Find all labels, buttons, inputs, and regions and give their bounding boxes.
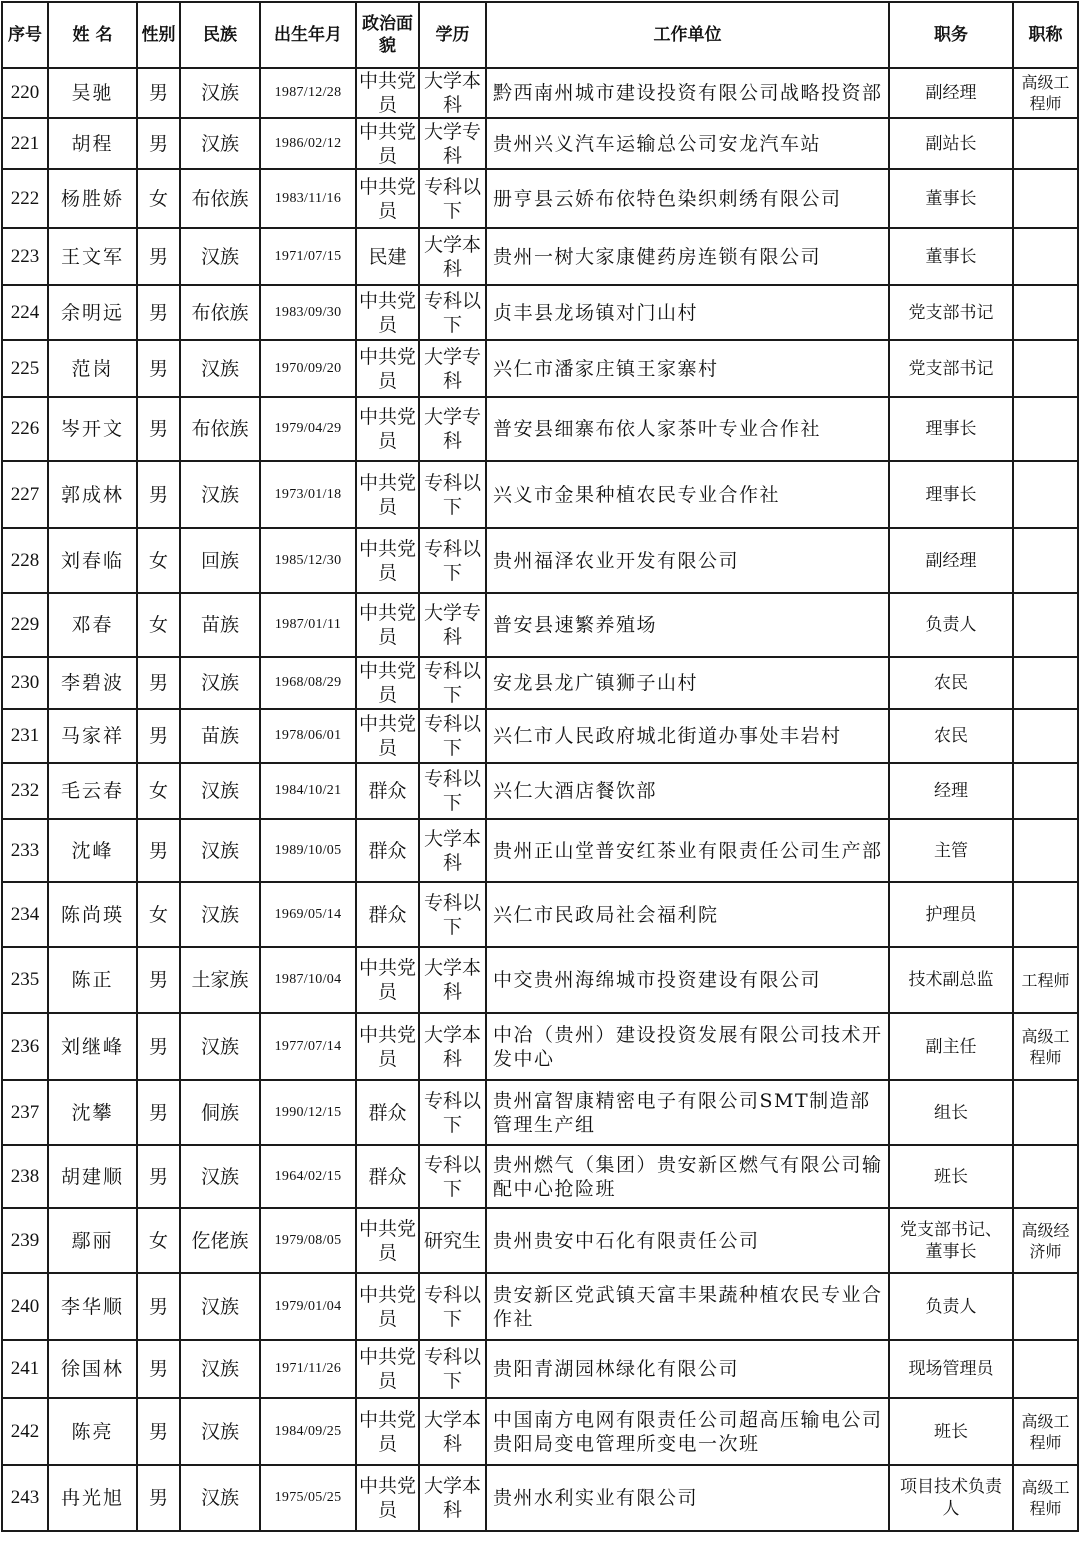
cell-political: 民建: [356, 228, 419, 285]
cell-title: 高级经济师: [1013, 1208, 1078, 1273]
cell-position: 班长: [889, 1145, 1013, 1208]
cell-title: [1013, 593, 1078, 657]
cell-ethnicity: 汉族: [180, 819, 260, 882]
cell-education: 大学本科: [419, 228, 486, 285]
cell-position: 董事长: [889, 169, 1013, 228]
cell-no: 222: [2, 169, 48, 228]
cell-birth: 1969/05/14: [260, 882, 356, 947]
cell-gender: 男: [137, 340, 180, 397]
cell-birth: 1990/12/15: [260, 1080, 356, 1145]
cell-birth: 1979/01/04: [260, 1273, 356, 1340]
cell-position: 党支部书记: [889, 340, 1013, 397]
cell-unit: 贵安新区党武镇天富丰果蔬种植农民专业合作社: [486, 1273, 889, 1340]
cell-political: 中共党员: [356, 397, 419, 461]
cell-name: 邓春: [48, 593, 137, 657]
cell-education: 大学本科: [419, 1013, 486, 1080]
cell-no: 241: [2, 1340, 48, 1398]
table-row: [2, 1013, 1078, 1080]
cell-position: 党支部书记: [889, 285, 1013, 340]
cell-position: 副站长: [889, 118, 1013, 169]
cell-education: 大学本科: [419, 819, 486, 882]
cell-no: 225: [2, 340, 48, 397]
cell-title: 高级工程师: [1013, 68, 1078, 118]
cell-title: [1013, 285, 1078, 340]
cell-birth: 1987/12/28: [260, 68, 356, 118]
cell-no: 229: [2, 593, 48, 657]
cell-education: 专科以下: [419, 461, 486, 528]
table-row: [2, 68, 1078, 118]
cell-unit: 普安县速繁养殖场: [486, 593, 889, 657]
cell-title: [1013, 340, 1078, 397]
cell-title: [1013, 819, 1078, 882]
cell-gender: 男: [137, 819, 180, 882]
cell-unit: 中冶（贵州）建设投资发展有限公司技术开发中心: [486, 1013, 889, 1080]
cell-gender: 男: [137, 461, 180, 528]
cell-political: 群众: [356, 1080, 419, 1145]
cell-ethnicity: 汉族: [180, 1465, 260, 1531]
cell-title: [1013, 528, 1078, 593]
cell-no: 227: [2, 461, 48, 528]
cell-ethnicity: 布依族: [180, 285, 260, 340]
cell-gender: 男: [137, 68, 180, 118]
cell-no: 226: [2, 397, 48, 461]
cell-gender: 男: [137, 1080, 180, 1145]
cell-education: 专科以下: [419, 285, 486, 340]
cell-birth: 1984/10/21: [260, 763, 356, 819]
cell-name: 范岗: [48, 340, 137, 397]
cell-education: 研究生: [419, 1208, 486, 1273]
cell-title: 高级工程师: [1013, 1465, 1078, 1531]
table-row: [2, 1273, 1078, 1340]
table-row: [2, 657, 1078, 709]
table-row: [2, 228, 1078, 285]
table-row: [2, 882, 1078, 947]
cell-no: 230: [2, 657, 48, 709]
cell-position: 负责人: [889, 1273, 1013, 1340]
cell-political: 中共党员: [356, 340, 419, 397]
cell-name: 陈亮: [48, 1398, 137, 1465]
cell-gender: 男: [137, 1145, 180, 1208]
cell-birth: 1983/09/30: [260, 285, 356, 340]
cell-unit: 兴仁市潘家庄镇王家寨村: [486, 340, 889, 397]
cell-no: 220: [2, 68, 48, 118]
cell-unit: 贵州兴义汽车运输总公司安龙汽车站: [486, 118, 889, 169]
roster-table: [1, 1, 1079, 1532]
cell-title: [1013, 1080, 1078, 1145]
table-row: [2, 1080, 1078, 1145]
cell-unit: 兴仁市人民政府城北街道办事处丰岩村: [486, 709, 889, 763]
cell-education: 专科以下: [419, 709, 486, 763]
cell-birth: 1989/10/05: [260, 819, 356, 882]
cell-education: 专科以下: [419, 1145, 486, 1208]
cell-political: 中共党员: [356, 709, 419, 763]
cell-no: 234: [2, 882, 48, 947]
table-row: [2, 947, 1078, 1013]
cell-education: 专科以下: [419, 882, 486, 947]
cell-gender: 男: [137, 1273, 180, 1340]
cell-position: 班长: [889, 1398, 1013, 1465]
cell-position: 经理: [889, 763, 1013, 819]
cell-unit: 贵州福泽农业开发有限公司: [486, 528, 889, 593]
table-row: [2, 593, 1078, 657]
table-row: [2, 340, 1078, 397]
header-cell-ethnicity: 民族: [180, 2, 260, 68]
header-cell-unit: 工作单位: [486, 2, 889, 68]
cell-gender: 男: [137, 657, 180, 709]
cell-position: 组长: [889, 1080, 1013, 1145]
header-cell-position: 职务: [889, 2, 1013, 68]
cell-birth: 1971/11/26: [260, 1340, 356, 1398]
cell-political: 中共党员: [356, 593, 419, 657]
cell-unit: 中交贵州海绵城市投资建设有限公司: [486, 947, 889, 1013]
cell-ethnicity: 汉族: [180, 657, 260, 709]
cell-birth: 1979/04/29: [260, 397, 356, 461]
cell-position: 现场管理员: [889, 1340, 1013, 1398]
cell-birth: 1968/08/29: [260, 657, 356, 709]
cell-name: 陈正: [48, 947, 137, 1013]
cell-position: 项目技术负责人: [889, 1465, 1013, 1531]
cell-birth: 1979/08/05: [260, 1208, 356, 1273]
cell-political: 中共党员: [356, 1340, 419, 1398]
cell-political: 中共党员: [356, 1398, 419, 1465]
cell-unit: 黔西南州城市建设投资有限公司战略投资部: [486, 68, 889, 118]
cell-unit: 贵州一树大家康健药房连锁有限公司: [486, 228, 889, 285]
cell-political: 群众: [356, 882, 419, 947]
cell-unit: 贵州富智康精密电子有限公司SMT制造部管理生产组: [486, 1080, 889, 1145]
cell-name: 沈攀: [48, 1080, 137, 1145]
cell-education: 专科以下: [419, 763, 486, 819]
cell-name: 毛云春: [48, 763, 137, 819]
cell-political: 中共党员: [356, 947, 419, 1013]
header-cell-birth: 出生年月: [260, 2, 356, 68]
cell-ethnicity: 汉族: [180, 882, 260, 947]
cell-ethnicity: 土家族: [180, 947, 260, 1013]
cell-political: 中共党员: [356, 528, 419, 593]
cell-education: 大学本科: [419, 68, 486, 118]
cell-name: 刘春临: [48, 528, 137, 593]
cell-ethnicity: 布依族: [180, 397, 260, 461]
cell-gender: 女: [137, 1208, 180, 1273]
cell-no: 236: [2, 1013, 48, 1080]
header-row: [2, 2, 1078, 68]
cell-no: 235: [2, 947, 48, 1013]
cell-ethnicity: 汉族: [180, 68, 260, 118]
cell-unit: 中国南方电网有限责任公司超高压输电公司贵阳局变电管理所变电一次班: [486, 1398, 889, 1465]
cell-name: 杨胜娇: [48, 169, 137, 228]
cell-ethnicity: 回族: [180, 528, 260, 593]
cell-political: 群众: [356, 1145, 419, 1208]
cell-no: 238: [2, 1145, 48, 1208]
cell-name: 李华顺: [48, 1273, 137, 1340]
header-cell-education: 学历: [419, 2, 486, 68]
cell-ethnicity: 苗族: [180, 709, 260, 763]
cell-position: 理事长: [889, 461, 1013, 528]
cell-unit: 贵阳青湖园林绿化有限公司: [486, 1340, 889, 1398]
cell-political: 中共党员: [356, 169, 419, 228]
cell-ethnicity: 侗族: [180, 1080, 260, 1145]
cell-birth: 1978/06/01: [260, 709, 356, 763]
cell-ethnicity: 汉族: [180, 228, 260, 285]
cell-no: 242: [2, 1398, 48, 1465]
cell-birth: 1973/01/18: [260, 461, 356, 528]
cell-name: 沈峰: [48, 819, 137, 882]
cell-ethnicity: 汉族: [180, 1013, 260, 1080]
table-row: [2, 118, 1078, 169]
cell-position: 理事长: [889, 397, 1013, 461]
cell-political: 中共党员: [356, 461, 419, 528]
cell-education: 专科以下: [419, 657, 486, 709]
cell-ethnicity: 汉族: [180, 1145, 260, 1208]
cell-position: 党支部书记、董事长: [889, 1208, 1013, 1273]
cell-title: [1013, 1273, 1078, 1340]
table-row: [2, 1465, 1078, 1531]
cell-gender: 男: [137, 1398, 180, 1465]
cell-gender: 女: [137, 169, 180, 228]
cell-title: [1013, 1340, 1078, 1398]
cell-no: 232: [2, 763, 48, 819]
cell-unit: 贵州贵安中石化有限责任公司: [486, 1208, 889, 1273]
cell-education: 大学专科: [419, 340, 486, 397]
cell-political: 中共党员: [356, 657, 419, 709]
cell-no: 237: [2, 1080, 48, 1145]
header-cell-name: 姓 名: [48, 2, 137, 68]
cell-ethnicity: 苗族: [180, 593, 260, 657]
cell-unit: 贵州水利实业有限公司: [486, 1465, 889, 1531]
cell-unit: 安龙县龙广镇狮子山村: [486, 657, 889, 709]
cell-position: 副经理: [889, 68, 1013, 118]
table-row: [2, 819, 1078, 882]
cell-education: 专科以下: [419, 528, 486, 593]
cell-ethnicity: 汉族: [180, 763, 260, 819]
cell-name: 吴驰: [48, 68, 137, 118]
cell-gender: 女: [137, 593, 180, 657]
cell-name: 郭成林: [48, 461, 137, 528]
cell-unit: 册亨县云娇布依特色染织刺绣有限公司: [486, 169, 889, 228]
cell-ethnicity: 汉族: [180, 1340, 260, 1398]
cell-unit: 兴仁大酒店餐饮部: [486, 763, 889, 819]
cell-ethnicity: 汉族: [180, 461, 260, 528]
cell-birth: 1987/10/04: [260, 947, 356, 1013]
cell-title: [1013, 169, 1078, 228]
cell-birth: 1971/07/15: [260, 228, 356, 285]
cell-education: 大学本科: [419, 1398, 486, 1465]
cell-no: 240: [2, 1273, 48, 1340]
cell-title: [1013, 397, 1078, 461]
cell-ethnicity: 汉族: [180, 118, 260, 169]
cell-political: 中共党员: [356, 1465, 419, 1531]
header-cell-political: 政治面貌: [356, 2, 419, 68]
cell-political: 中共党员: [356, 1208, 419, 1273]
table-row: [2, 1208, 1078, 1273]
cell-political: 中共党员: [356, 1013, 419, 1080]
cell-name: 李碧波: [48, 657, 137, 709]
cell-education: 专科以下: [419, 169, 486, 228]
cell-ethnicity: 布依族: [180, 169, 260, 228]
cell-unit: 贵州燃气（集团）贵安新区燃气有限公司输配中心抢险班: [486, 1145, 889, 1208]
cell-birth: 1983/11/16: [260, 169, 356, 228]
cell-gender: 男: [137, 228, 180, 285]
cell-unit: 贞丰县龙场镇对门山村: [486, 285, 889, 340]
header-cell-no: 序号: [2, 2, 48, 68]
cell-gender: 男: [137, 118, 180, 169]
cell-no: 243: [2, 1465, 48, 1531]
cell-title: [1013, 1145, 1078, 1208]
cell-name: 胡程: [48, 118, 137, 169]
cell-title: 工程师: [1013, 947, 1078, 1013]
cell-education: 大学专科: [419, 118, 486, 169]
cell-name: 陈尚瑛: [48, 882, 137, 947]
cell-political: 群众: [356, 763, 419, 819]
cell-position: 董事长: [889, 228, 1013, 285]
cell-birth: 1986/02/12: [260, 118, 356, 169]
cell-education: 大学专科: [419, 593, 486, 657]
table-row: [2, 763, 1078, 819]
cell-political: 群众: [356, 819, 419, 882]
cell-name: 马家祥: [48, 709, 137, 763]
cell-unit: 兴仁市民政局社会福利院: [486, 882, 889, 947]
cell-position: 农民: [889, 657, 1013, 709]
cell-title: [1013, 461, 1078, 528]
cell-gender: 男: [137, 947, 180, 1013]
cell-title: [1013, 118, 1078, 169]
header-cell-title: 职称: [1013, 2, 1078, 68]
cell-no: 221: [2, 118, 48, 169]
cell-name: 徐国林: [48, 1340, 137, 1398]
cell-name: 刘继峰: [48, 1013, 137, 1080]
cell-ethnicity: 汉族: [180, 1398, 260, 1465]
cell-no: 228: [2, 528, 48, 593]
cell-political: 中共党员: [356, 118, 419, 169]
cell-political: 中共党员: [356, 1273, 419, 1340]
cell-birth: 1964/02/15: [260, 1145, 356, 1208]
cell-gender: 男: [137, 709, 180, 763]
table-row: [2, 1145, 1078, 1208]
cell-position: 主管: [889, 819, 1013, 882]
table-body: [2, 68, 1078, 1531]
cell-position: 副主任: [889, 1013, 1013, 1080]
cell-name: 冉光旭: [48, 1465, 137, 1531]
cell-name: 余明远: [48, 285, 137, 340]
cell-ethnicity: 仡佬族: [180, 1208, 260, 1273]
cell-no: 239: [2, 1208, 48, 1273]
cell-title: [1013, 882, 1078, 947]
cell-no: 224: [2, 285, 48, 340]
cell-title: 高级工程师: [1013, 1013, 1078, 1080]
cell-gender: 男: [137, 1013, 180, 1080]
cell-education: 专科以下: [419, 1340, 486, 1398]
cell-education: 专科以下: [419, 1273, 486, 1340]
cell-gender: 男: [137, 1340, 180, 1398]
cell-gender: 女: [137, 763, 180, 819]
cell-birth: 1984/09/25: [260, 1398, 356, 1465]
cell-gender: 男: [137, 1465, 180, 1531]
table-row: [2, 285, 1078, 340]
cell-birth: 1987/01/11: [260, 593, 356, 657]
cell-title: [1013, 709, 1078, 763]
table-row: [2, 1340, 1078, 1398]
cell-name: 胡建顺: [48, 1145, 137, 1208]
cell-position: 技术副总监: [889, 947, 1013, 1013]
table-row: [2, 397, 1078, 461]
cell-no: 231: [2, 709, 48, 763]
cell-title: [1013, 763, 1078, 819]
table-row: [2, 709, 1078, 763]
cell-ethnicity: 汉族: [180, 1273, 260, 1340]
cell-title: [1013, 228, 1078, 285]
cell-position: 副经理: [889, 528, 1013, 593]
cell-gender: 女: [137, 882, 180, 947]
cell-unit: 贵州正山堂普安红茶业有限责任公司生产部: [486, 819, 889, 882]
cell-no: 233: [2, 819, 48, 882]
cell-gender: 男: [137, 397, 180, 461]
cell-unit: 普安县细寨布依人家茶叶专业合作社: [486, 397, 889, 461]
cell-birth: 1977/07/14: [260, 1013, 356, 1080]
table-row: [2, 528, 1078, 593]
cell-education: 专科以下: [419, 1080, 486, 1145]
cell-unit: 兴义市金果种植农民专业合作社: [486, 461, 889, 528]
cell-gender: 女: [137, 528, 180, 593]
cell-birth: 1985/12/30: [260, 528, 356, 593]
table-row: [2, 1398, 1078, 1465]
cell-title: [1013, 657, 1078, 709]
cell-political: 中共党员: [356, 285, 419, 340]
cell-no: 223: [2, 228, 48, 285]
cell-education: 大学本科: [419, 1465, 486, 1531]
table-row: [2, 461, 1078, 528]
cell-position: 农民: [889, 709, 1013, 763]
cell-name: 王文军: [48, 228, 137, 285]
cell-birth: 1975/05/25: [260, 1465, 356, 1531]
cell-name: 岑开文: [48, 397, 137, 461]
cell-gender: 男: [137, 285, 180, 340]
cell-name: 鄢丽: [48, 1208, 137, 1273]
cell-education: 大学专科: [419, 397, 486, 461]
cell-title: 高级工程师: [1013, 1398, 1078, 1465]
cell-education: 大学本科: [419, 947, 486, 1013]
cell-political: 中共党员: [356, 68, 419, 118]
cell-position: 负责人: [889, 593, 1013, 657]
cell-ethnicity: 汉族: [180, 340, 260, 397]
header-cell-gender: 性别: [137, 2, 180, 68]
table-row: [2, 169, 1078, 228]
cell-birth: 1970/09/20: [260, 340, 356, 397]
cell-position: 护理员: [889, 882, 1013, 947]
